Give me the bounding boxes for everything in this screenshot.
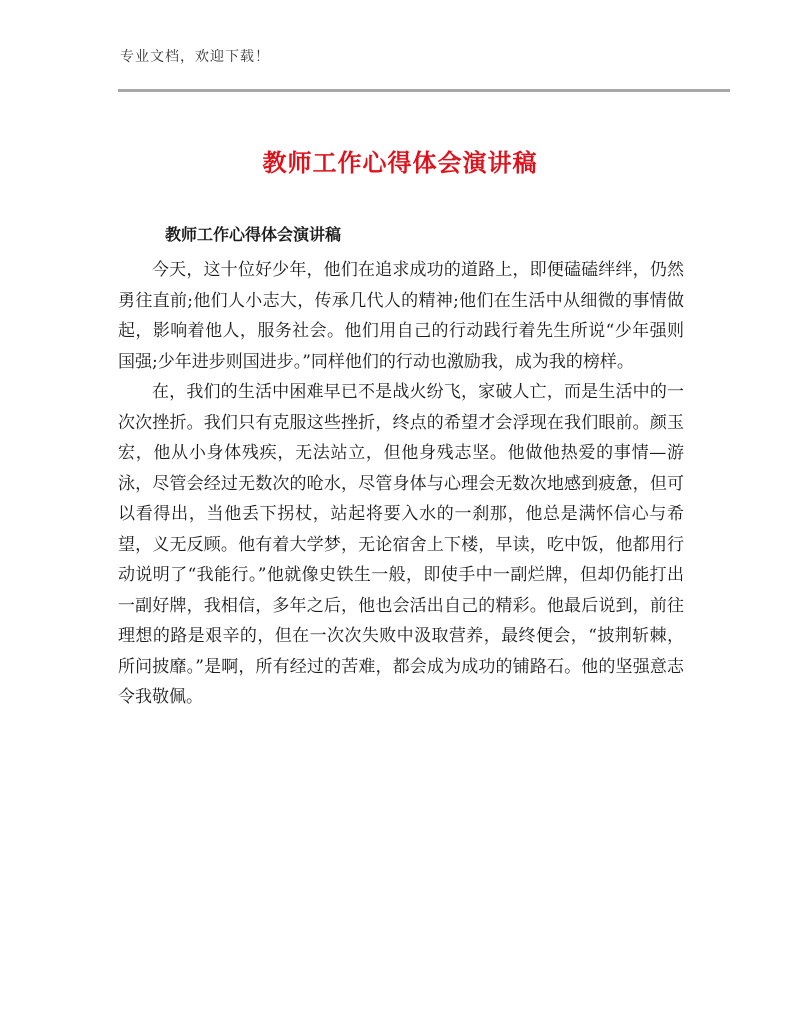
document-subtitle: 教师工作心得体会演讲稿 [165,225,342,244]
document-title: 教师工作心得体会演讲稿 [262,149,538,177]
header-divider [118,89,730,92]
document-body [118,255,684,713]
page-header-text: 专业文档，欢迎下载！ [120,49,270,65]
body-paragraph: 今天，这十位好少年，他们在追求成功的道路上，即便磕磕绊绊，仍然勇往直前;他们人小志大，传承几代人的精神;他们在生活中从细微的事情做起，影响着他人，服务社会。他们用自己的行动践行着先生所说“少年强则国强;少年进步则国进步。”同样他们的行动也激励我，成为我的榜样。 [118,260,684,372]
body-paragraph: 在，我们的生活中困难早已不是战火纷飞，家破人亡，而是生活中的一次次挫折。我们只有克服这些挫折，终点的希望才会浮现在我们眼前。颜玉宏，他从小身体残疾，无法站立，但他身残志坚。他做他热爱的事情—游泳，尽管会经过无数次的呛水，尽管身体与心理会无数次地感到疲惫，但可以看得出，当他丢下拐杖，站起将要入水的一刹那，他总是满怀信心与希望，义无反顾。他有着大学梦，无论宿舍上下楼，早读，吃中饭，他都用行动说明了“我能行。”他就像史铁生一般，即使手中一副烂牌，但却仍能打出一副好牌，我相信，多年之后，他也会活出自己的精彩。他最后说到，前往理想的路是艰辛的，但在一次次失败中汲取营养，最终便会，“披荆斩棘，所问披靡。”是啊，所有经过的苦难，都会成为成功的铺路石。他的坚强意志令我敬佩。 [118,382,684,707]
